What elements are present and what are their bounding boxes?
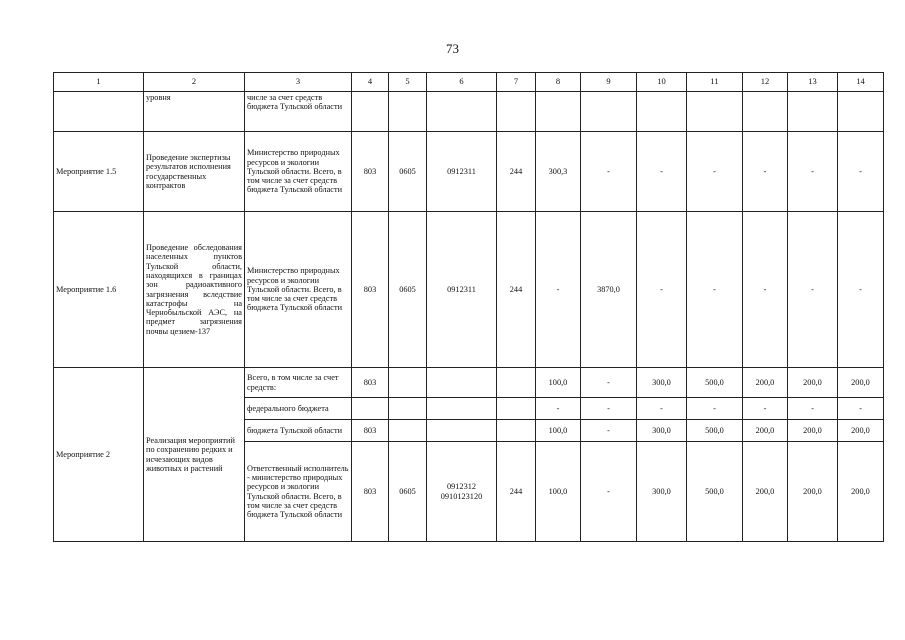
- header-cell: 13: [788, 73, 838, 92]
- table-cell: -: [687, 212, 743, 368]
- table-cell: 244: [497, 132, 536, 212]
- table-cell: [497, 398, 536, 420]
- table-cell: 500,0: [687, 420, 743, 442]
- table-cell: [352, 398, 389, 420]
- table-cell: [352, 92, 389, 132]
- header-cell: 8: [536, 73, 581, 92]
- table-cell: -: [581, 398, 637, 420]
- table-cell: 300,3: [536, 132, 581, 212]
- table-cell: 803: [352, 212, 389, 368]
- table-cell: 200,0: [838, 442, 884, 542]
- table-cell: -: [637, 132, 687, 212]
- table-cell: -: [788, 398, 838, 420]
- header-row: [54, 73, 884, 92]
- kbk-code-2: 0910123120: [440, 491, 483, 501]
- table-cell: -: [581, 368, 637, 398]
- table-cell: Мероприятие 1.6: [54, 212, 144, 368]
- table-cell: [389, 92, 427, 132]
- table-cell: Министерство природных ресурсов и экологии Тульской области. Всего, в том числе за счет средств бюджета Тульской области: [245, 212, 352, 368]
- table-cell: [637, 92, 687, 132]
- table-cell: [54, 92, 144, 132]
- table-cell: федерального бюджета: [245, 398, 352, 420]
- table-cell: 244: [497, 212, 536, 368]
- header-cell: 11: [687, 73, 743, 92]
- header-cell: 2: [144, 73, 245, 92]
- table-cell: бюджета Тульской области: [245, 420, 352, 442]
- table-row-m16: [54, 212, 884, 368]
- table-cell: 803: [352, 420, 389, 442]
- table-cell: Министерство природных ресурсов и экологии Тульской области. Всего, в том числе за счет средств бюджета Тульской области: [245, 132, 352, 212]
- table-cell: 200,0: [788, 368, 838, 398]
- table-cell: числе за счет средств бюджета Тульской области: [245, 92, 352, 132]
- page-number: 73: [446, 41, 459, 56]
- table-cell: [427, 420, 497, 442]
- table-cell: 0912311: [427, 132, 497, 212]
- table-cell: 200,0: [743, 368, 788, 398]
- table-cell: [427, 442, 497, 542]
- table-row-continuation: [54, 92, 884, 132]
- header-cell: 14: [838, 73, 884, 92]
- table-cell: 200,0: [838, 368, 884, 398]
- table-cell: -: [838, 132, 884, 212]
- table-cell: -: [637, 398, 687, 420]
- header-cell: 7: [497, 73, 536, 92]
- table-cell: [497, 420, 536, 442]
- table-cell: [427, 92, 497, 132]
- table-cell: 0605: [389, 212, 427, 368]
- table-cell: 200,0: [838, 420, 884, 442]
- header-cell: 9: [581, 73, 637, 92]
- table-cell: 300,0: [637, 420, 687, 442]
- table-cell: 803: [352, 368, 389, 398]
- table-cell: -: [838, 398, 884, 420]
- table-cell: -: [788, 212, 838, 368]
- table-cell: 803: [352, 442, 389, 542]
- table-cell: [427, 368, 497, 398]
- table-cell: [389, 398, 427, 420]
- kbk-code-1: 0912312: [446, 482, 477, 492]
- table-cell: -: [687, 398, 743, 420]
- table-cell: 100,0: [536, 442, 581, 542]
- table-cell: [497, 92, 536, 132]
- table-cell: -: [581, 420, 637, 442]
- header-cell: 1: [54, 73, 144, 92]
- table-cell: -: [536, 398, 581, 420]
- table-cell: 500,0: [687, 368, 743, 398]
- table-cell: Мероприятие 2: [54, 368, 144, 542]
- table-cell: 300,0: [637, 442, 687, 542]
- table-cell: [497, 368, 536, 398]
- table-cell: Проведение экспертизы результатов исполнения государственных контрактов: [144, 132, 245, 212]
- table-cell: -: [743, 212, 788, 368]
- table-cell: -: [788, 132, 838, 212]
- table-cell: 200,0: [743, 420, 788, 442]
- table-cell: уровня: [144, 92, 245, 132]
- table-cell: [788, 92, 838, 132]
- table-cell: [389, 368, 427, 398]
- table-row-m2-total: [54, 368, 884, 398]
- table-cell: -: [838, 212, 884, 368]
- table-cell: Ответственный исполнитель - министерство природных ресурсов и экологии Тульской области. Всего, в том числе за счет средств бюджета Тульской области: [245, 442, 352, 542]
- header-cell: 6: [427, 73, 497, 92]
- table-cell: [838, 92, 884, 132]
- table-cell: 200,0: [743, 442, 788, 542]
- table-cell: [581, 92, 637, 132]
- table-cell: 3870,0: [581, 212, 637, 368]
- table-cell: 200,0: [788, 420, 838, 442]
- table-cell: -: [743, 132, 788, 212]
- table-cell: 803: [352, 132, 389, 212]
- table-cell: 0605: [389, 132, 427, 212]
- table-cell: -: [581, 442, 637, 542]
- table-cell: [687, 92, 743, 132]
- table-cell: [389, 420, 427, 442]
- table-row-m15: [54, 132, 884, 212]
- table-cell: Мероприятие 1.5: [54, 132, 144, 212]
- table-cell: 100,0: [536, 368, 581, 398]
- table-cell: 500,0: [687, 442, 743, 542]
- table-cell: 300,0: [637, 368, 687, 398]
- table-cell: -: [581, 132, 637, 212]
- table-cell: [536, 92, 581, 132]
- table-cell: [427, 398, 497, 420]
- table-cell: 0605: [389, 442, 427, 542]
- header-cell: 3: [245, 73, 352, 92]
- budget-table: [53, 72, 884, 542]
- table-cell: -: [687, 132, 743, 212]
- table-cell: 100,0: [536, 420, 581, 442]
- table-cell: Всего, в том числе за счет средств:: [245, 368, 352, 398]
- table-cell: 244: [497, 442, 536, 542]
- table-cell: -: [536, 212, 581, 368]
- table-cell: Реализация мероприятий по сохранению редких и исчезающих видов животных и растений: [144, 368, 245, 542]
- header-cell: 5: [389, 73, 427, 92]
- table-cell: 200,0: [788, 442, 838, 542]
- table-cell: -: [743, 398, 788, 420]
- header-cell: 10: [637, 73, 687, 92]
- table-cell: Проведение обследования населенных пунктов Тульской области, находящихся в границах зон радиоактивного загрязнения вследствие катастрофы на Чернобыльской АЭС, на предмет загрязнения почвы цезием-137: [144, 212, 245, 368]
- header-cell: 12: [743, 73, 788, 92]
- table-cell: -: [637, 212, 687, 368]
- table-cell: 0912311: [427, 212, 497, 368]
- header-cell: 4: [352, 73, 389, 92]
- table-cell: [743, 92, 788, 132]
